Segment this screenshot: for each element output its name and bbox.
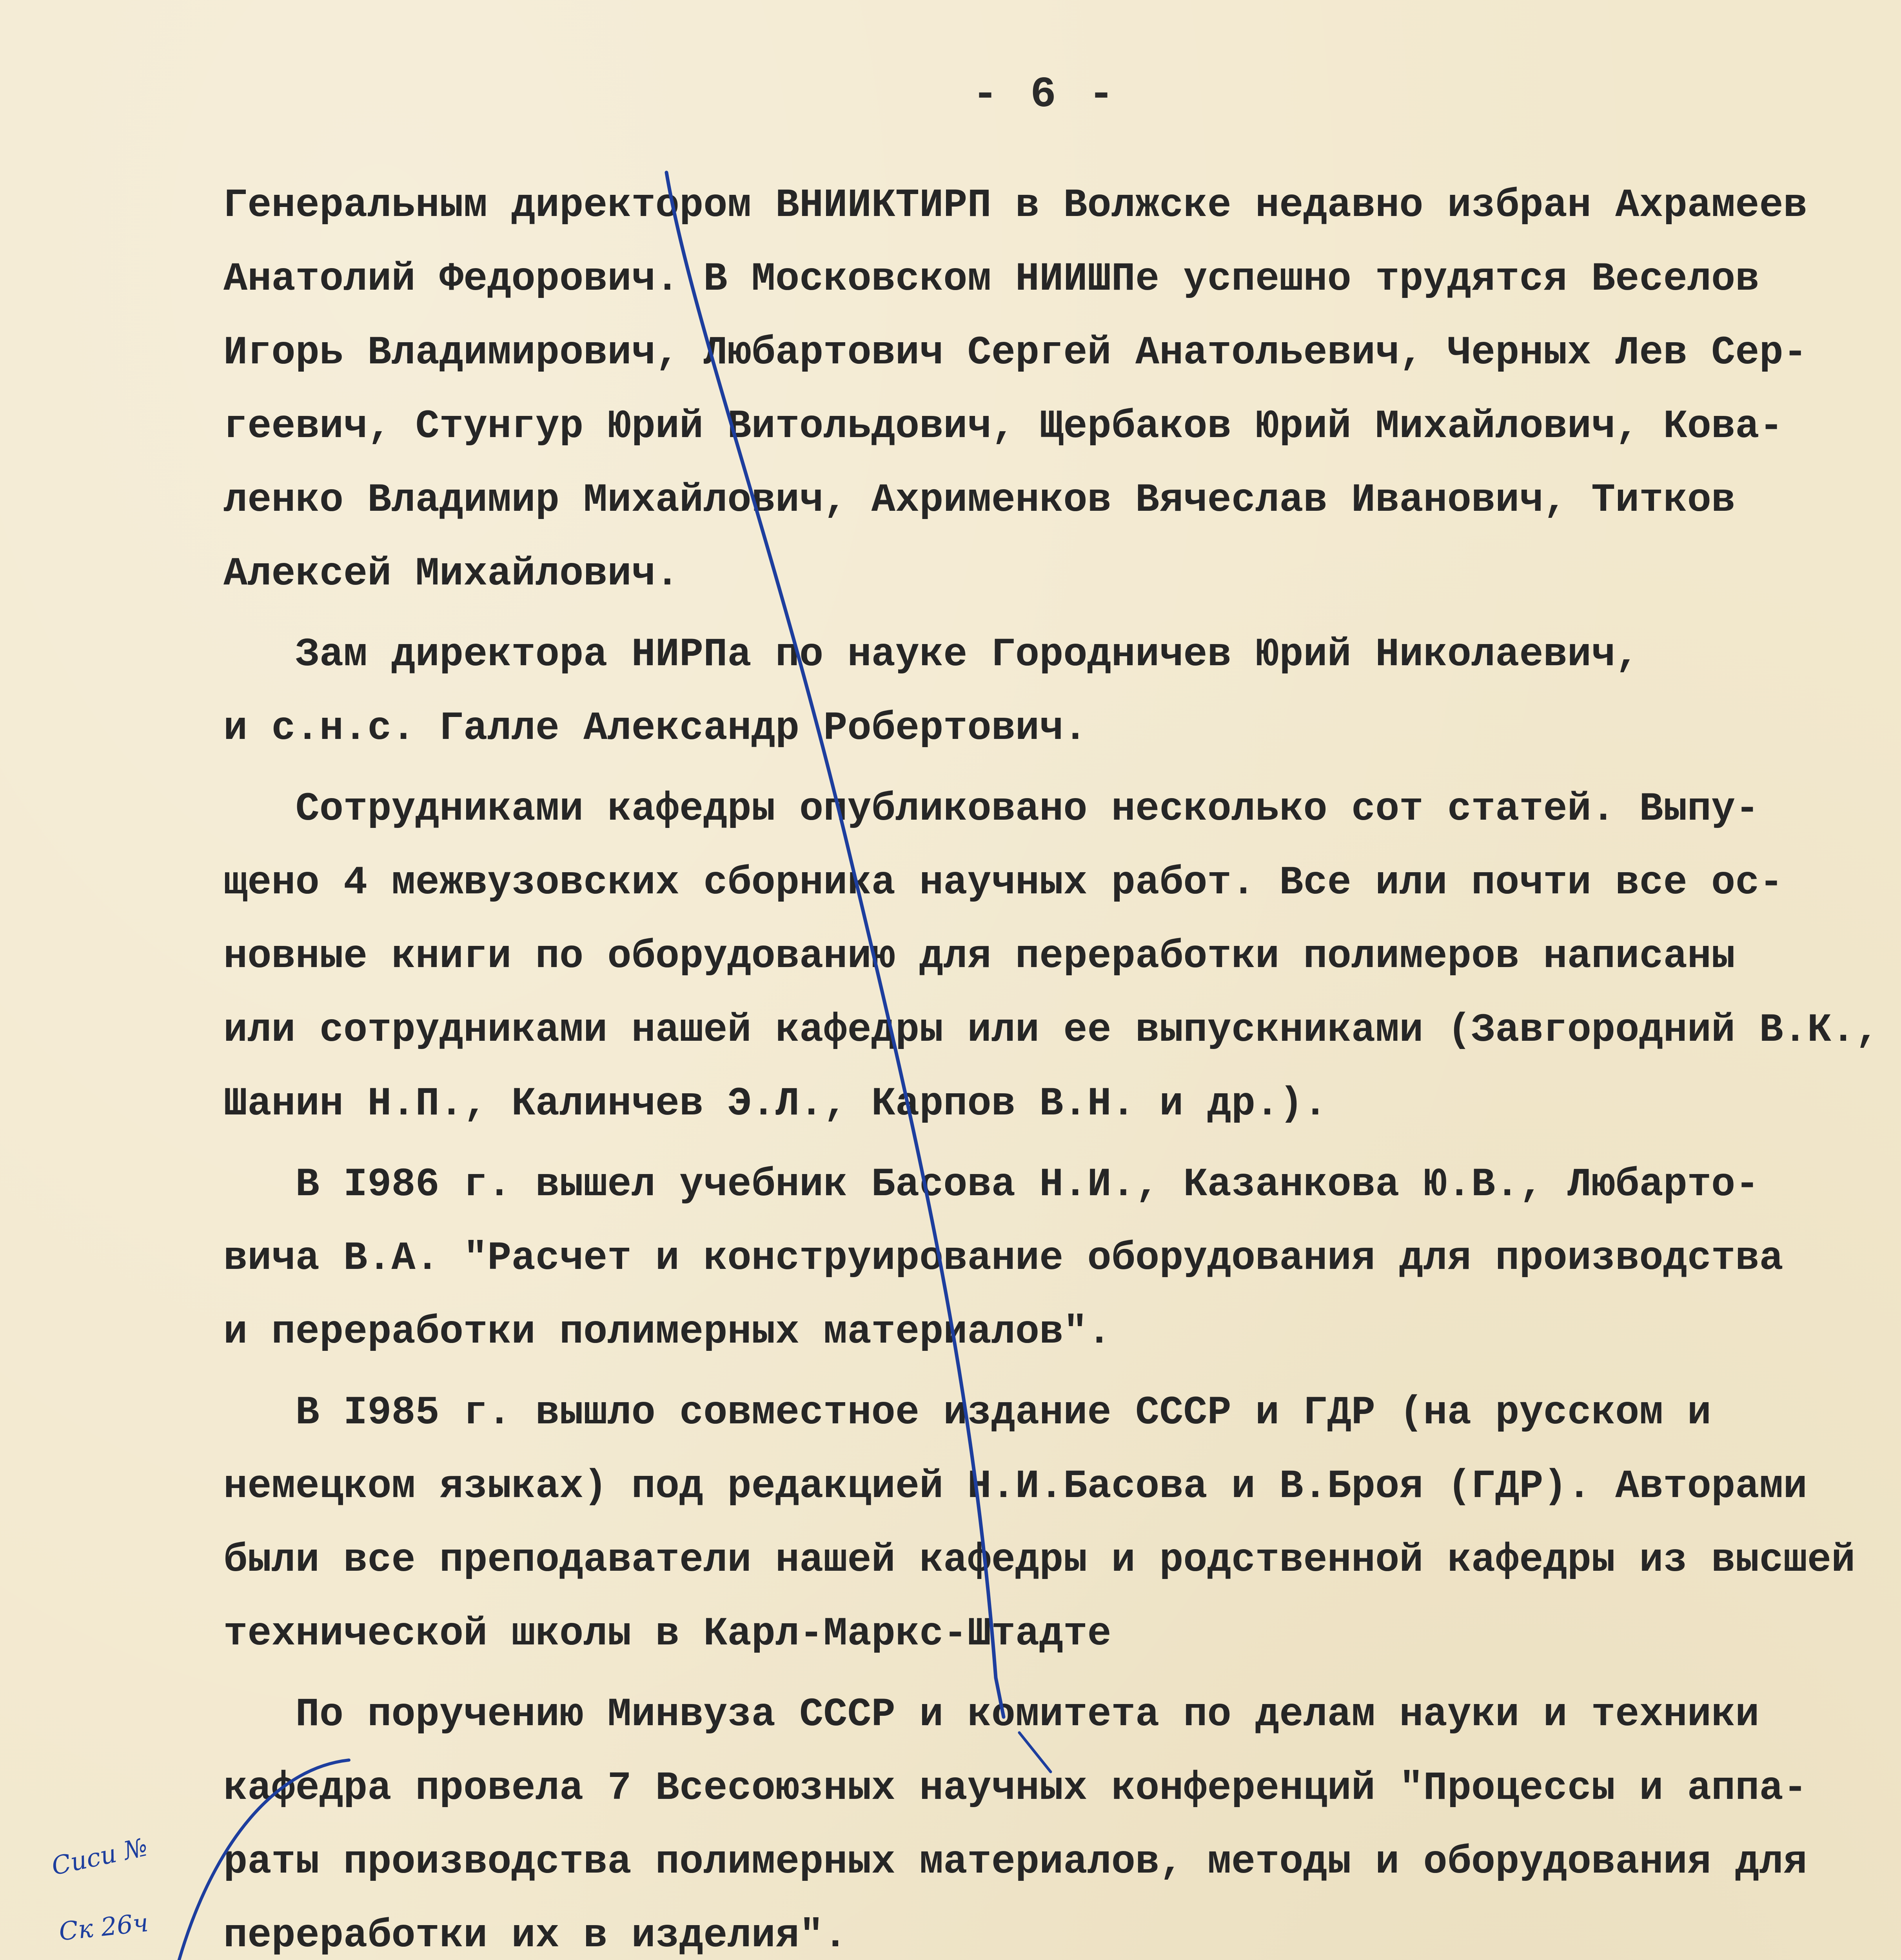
text-line: раты производства полимерных материалов, методы и оборудования для bbox=[223, 1839, 1807, 1885]
text-line: Алексей Михайлович. bbox=[223, 551, 679, 597]
text-line: и переработки полимерных материалов". bbox=[223, 1309, 1111, 1355]
text-line: вича В.А. "Расчет и конструирование оборудования для производства bbox=[223, 1236, 1783, 1281]
text-line: были все преподаватели нашей кафедры и родственной кафедры из высшей bbox=[223, 1537, 1856, 1583]
text-line: В I985 г. вышло совместное издание СССР и ГДР (на русском и bbox=[223, 1390, 1712, 1436]
text-line: щено 4 межвузовских сборника научных работ. Все или почти все ос- bbox=[223, 860, 1783, 906]
page-number: - 6 - bbox=[972, 71, 1118, 120]
text-line: новные книги по оборудованию для переработки полимеров написаны bbox=[223, 934, 1736, 979]
margin-note-2: Ск 26ч bbox=[57, 1908, 150, 1947]
text-line: и с.н.с. Галле Александр Робертович. bbox=[223, 706, 1088, 751]
text-line: или сотрудниками нашей кафедры или ее выпускниками (Завгородний В.К., bbox=[223, 1007, 1879, 1053]
margin-note-1: Сиси № bbox=[49, 1833, 151, 1881]
text-line: По поручению Минвуза СССР и комитета по делам науки и техники bbox=[223, 1692, 1759, 1737]
text-line: геевич, Стунгур Юрий Витольдович, Щербаков Юрий Михайлович, Кова- bbox=[223, 404, 1783, 449]
text-line: В I986 г. вышел учебник Басова Н.И., Казанкова Ю.В., Любарто- bbox=[223, 1162, 1759, 1207]
text-line: Сотрудниками кафедры опубликовано несколько сот статей. Выпу- bbox=[223, 786, 1759, 832]
text-line: Шанин Н.П., Калинчев Э.Л., Карпов В.Н. и др.). bbox=[223, 1081, 1327, 1127]
text-line: кафедра провела 7 Всесоюзных научных конференций "Процессы и аппа- bbox=[223, 1766, 1807, 1811]
text-line: Зам директора НИРПа по науке Городничев Юрий Николаевич, bbox=[223, 632, 1640, 677]
text-line: Генеральным директором ВНИИКТИРП в Волжске недавно избран Ахрамеев bbox=[223, 183, 1807, 228]
text-line: переработки их в изделия". bbox=[223, 1913, 848, 1958]
text-line: Игорь Владимирович, Любартович Сергей Анатольевич, Черных Лев Сер- bbox=[223, 330, 1807, 376]
text-line: ленко Владимир Михайлович, Ахрименков Вячеслав Иванович, Титков bbox=[223, 477, 1736, 523]
text-line: технической школы в Карл-Маркс-Штадте bbox=[223, 1611, 1111, 1657]
typewritten-body bbox=[223, 169, 1879, 1960]
text-line: Анатолий Федорович. В Московском НИИШПе успешно трудятся Веселов bbox=[223, 256, 1759, 302]
text-line: немецком языках) под редакцией Н.И.Басова и В.Броя (ГДР). Авторами bbox=[223, 1464, 1807, 1509]
